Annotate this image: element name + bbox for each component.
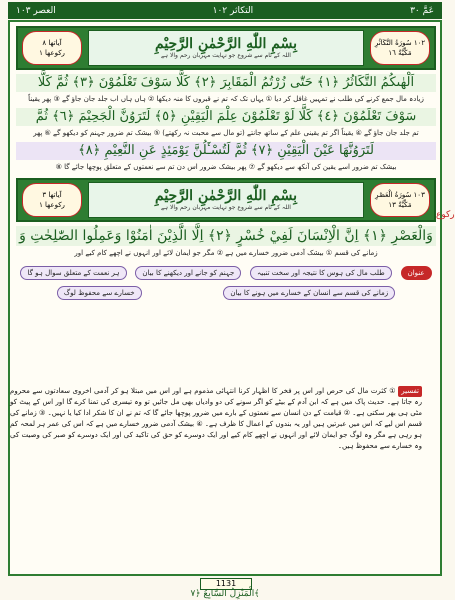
translation-line: بیشک تم ضرور اسے یقین کی آنکھ سے دیکھو گے ⑦ پھر بیشک ضرور اس دن تم سے نعمتوں کے متعلق پوچھا جائے گا ⑧ [55, 163, 397, 171]
header-center: التكاثر ١٠٢ [212, 5, 254, 16]
header-left: العصر ١٠٣ [16, 5, 56, 16]
bismillah-box [88, 30, 364, 66]
ayah-line: سَوْفَ تَعْلَمُوْنَ ﴿٤﴾ كَلَّا لَوْ تَعْلَمُوْنَ عِلْمَ الْيَقِيْنِ ﴿٥﴾ لَتَرَوُنَّ الْجَحِيْمَ ﴿٦﴾ ثُمَّ [16, 108, 436, 126]
bismillah: بِسْمِ اللّٰهِ الرَّحْمٰنِ الرَّحِيْمِ [155, 188, 297, 204]
topic-tag: جہنم کو جانے اور دیکھنے کا بیان [135, 266, 241, 280]
translation-line: زمانے کی قسم ① بیشک آدمی ضرور خسارے میں ہے ② مگر جو ایمان لائے اور انہوں نے اچھے کام کیے اور [74, 249, 378, 257]
surah-banner-asr [16, 178, 436, 222]
topic-row [16, 286, 436, 300]
page-header [8, 2, 442, 19]
translation-line: تم جلد جان جاؤ گے ④ یقیناً اگر تم یقینی علم کے ساتھ جانتے (تو مال سے محبت نہ رکھتے) ⑤ بیشک تم ضرور جہنم کو دیکھو گے ⑥ پھر [33, 129, 419, 137]
bismillah-translation: اللہ کے نام سے شروع جو نہایت مہربان رحم والا ہے [161, 52, 291, 59]
commentary-label: تفسیر [398, 386, 422, 397]
surah-name-badge: ١٠٣ سُورَةُ الْعَصْرِ مَكِّيَّةٌ ١٣ [370, 183, 430, 217]
ayah-count-badge: آیاتھا ٣ رکوعھا ١ [22, 183, 82, 217]
surah-name-badge: ١٠٢ سُورَةُ التَّكَاثُرِ مَكِّيَّةٌ ١٦ [370, 31, 430, 65]
bismillah-box [88, 182, 364, 218]
header-right: عَمَّ ٣٠ [410, 5, 434, 16]
manzil-title: الْمَنْزِلُ السَّابِعُ ﴿٧﴾ [190, 589, 260, 599]
bismillah: بِسْمِ اللّٰهِ الرَّحْمٰنِ الرَّحِيْمِ [155, 36, 297, 52]
page-number: 1131 [200, 578, 252, 590]
topic-tag: خسارے سے محفوظ لوگ [57, 286, 142, 300]
ayah-line: اَلْهٰىكُمُ التَّكَاثُرُ ﴿١﴾ حَتّٰى زُرْتُمُ الْمَقَابِرَ ﴿٢﴾ كَلَّا سَوْفَ تَعْلَمُوْنَ ﴿٣﴾ ثُمَّ كَلَّا [16, 74, 436, 92]
ayah-line: وَالْعَصْرِ ﴿١﴾ اِنَّ الْاِنْسَانَ لَفِيْ خُسْرٍ ﴿٢﴾ اِلَّا الَّذِيْنَ اٰمَنُوْا وَعَمِلُوا الصّٰلِحٰتِ وَ [16, 226, 436, 246]
ayah-line: لَتَرَوُنَّهَا عَيْنَ الْيَقِيْنِ ﴿٧﴾ ثُمَّ لَتُسْـَٔلُنَّ يَوْمَئِذٍ عَنِ النَّعِيْمِ ﴿٨﴾ [16, 142, 436, 160]
topic-row [16, 266, 436, 280]
commentary [10, 386, 422, 552]
ruku-mark: رکوع [436, 210, 455, 220]
topic-tag: طلب مال کی ہوس کا نتیجہ اور سخت تنبیہ [250, 266, 392, 280]
surah-banner-takathur [16, 26, 436, 70]
topic-label: عنوان [401, 266, 432, 280]
bismillah-translation: اللہ کے نام سے شروع جو نہایت مہربان رحم والا ہے [161, 204, 291, 211]
ayah-count-badge: آیاتھا ٨ رکوعھا ١ [22, 31, 82, 65]
topic-tag: ہر نعمت کے متعلق سوال ہو گا [20, 266, 126, 280]
commentary-text: ① کثرت مال کی حرص اور اس پر فخر کا اظہار کرنا انتہائی مذموم ہے اور اس میں مبتلا ہو کر آدمی اخروی سعادتوں سے محروم رہ جاتا ہے۔ حدیث پاک میں ہے کہ ابن آدم کے بیٹے کو اگر سونے کی دو وادیاں بھی مل جائیں تو وہ تیسری کی تمنا کرے گا اور اس کے پیٹ کو مٹی ہی بھر سکتی ہے۔ ② قیامت کے دن انسان سے نعمتوں کے بارے میں ضرور پوچھا جائے گا کہ تم نے ان کا شکر ادا کیا یا نہیں۔ ③ زمانے کی قسم اس لیے کہ اس میں عبرتیں ہیں اور یہ بندوں کے اعمال کا ظرف ہے۔ ④ بیشک آدمی ضرور خسارے میں ہے کہ اس کی عمر ہر لمحہ کم ہو رہی ہے مگر وہ لوگ جو ایمان لائے اور انہوں نے اچھے کام کیے اور ایک دوسرے کو حق کی تاکید کی اور ایک دوسرے کو صبر کی وصیت کی وہ خسارے سے محفوظ ہیں۔ [10, 387, 422, 450]
topic-tag: زمانے کی قسم سے انسان کے خسارے میں ہونے کا بیان [223, 286, 395, 300]
translation-line: زیادہ مال جمع کرنے کی طلب نے تمہیں غافل کر دیا ① یہاں تک کہ تم نے قبروں کا منہ دیکھا ② ہاں ہاں اب جلد جان جاؤ گے ③ پھر یقیناً [28, 95, 424, 103]
